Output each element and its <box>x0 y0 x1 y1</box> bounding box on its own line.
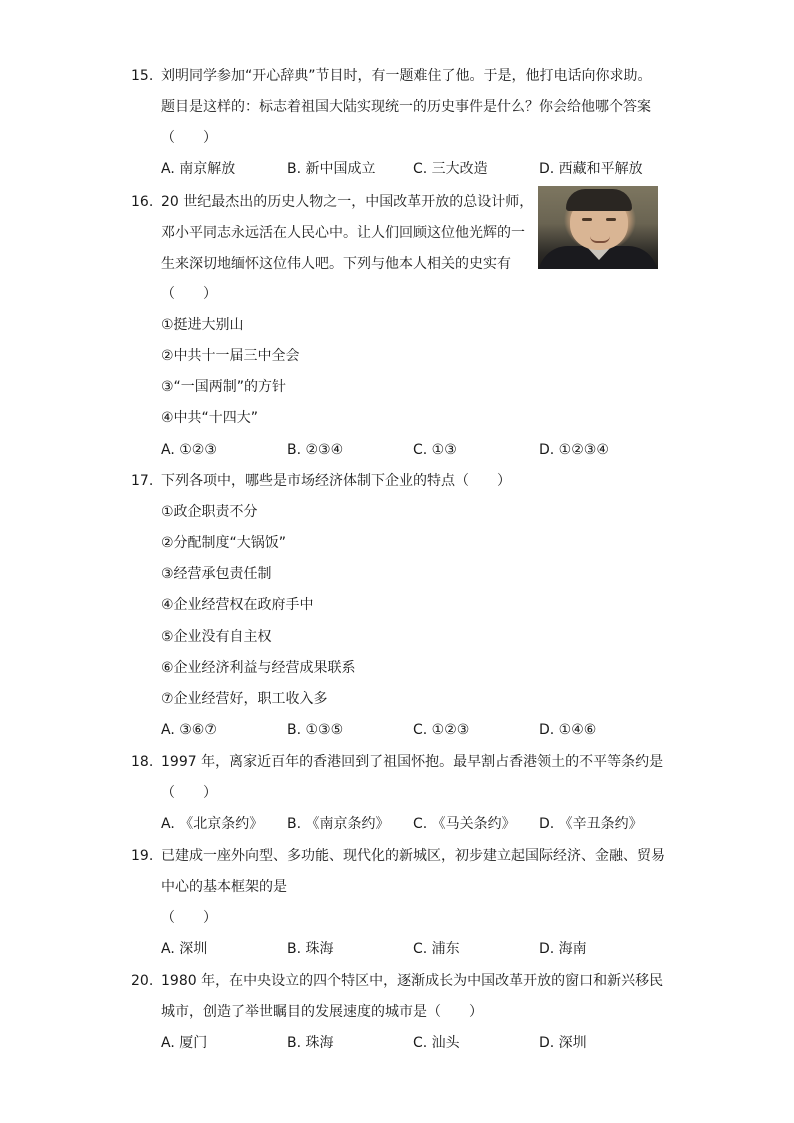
question-stem-line: 城市，创造了举世瞩目的发展速度的城市是（ ） <box>161 1004 483 1020</box>
option-c: C. 汕头 <box>413 1035 460 1051</box>
option-b: B. 新中国成立 <box>287 161 376 177</box>
question-stem-line: 1980 年，在中央设立的四个特区中，逐渐成长为中国改革开放的窗口和新兴移民 <box>161 973 664 989</box>
statement-item: ⑤企业没有自主权 <box>161 629 272 645</box>
statement-item: ②中共十一届三中全会 <box>161 348 300 364</box>
portrait-photo <box>538 186 658 269</box>
statement-item: ④中共“十四大” <box>161 410 259 426</box>
question-stem-line: 1997 年，离家近百年的香港回到了祖国怀抱。最早割占香港领土的不平等条约是 <box>161 754 664 770</box>
option-b: B. 珠海 <box>287 941 334 957</box>
option-d: D. ①②③④ <box>539 442 609 458</box>
statement-item: ②分配制度“大锅饭” <box>161 535 287 551</box>
option-c: C. ①②③ <box>413 722 470 738</box>
question-number: 15. <box>131 68 154 84</box>
question-stem-line: 题目是这样的：标志着祖国大陆实现统一的历史事件是什么？你会给他哪个答案 <box>161 99 651 115</box>
statement-item: ③“一国两制”的方针 <box>161 379 287 395</box>
question-number: 19. <box>131 848 154 864</box>
statement-item: ①政企职责不分 <box>161 504 258 520</box>
option-d: D. 海南 <box>539 941 587 957</box>
option-d: D. 《辛丑条约》 <box>539 816 643 832</box>
option-a: A. 深圳 <box>161 941 208 957</box>
option-c: C. 《马关条约》 <box>413 816 516 832</box>
option-b: B. ①③⑤ <box>287 722 344 738</box>
statement-item: ⑥企业经济利益与经营成果联系 <box>161 660 356 676</box>
answer-blank: （ ） <box>161 910 217 926</box>
question-number: 16. <box>131 194 154 210</box>
option-d: D. 深圳 <box>539 1035 587 1051</box>
option-c: C. ①③ <box>413 442 457 458</box>
option-a: A. 厦门 <box>161 1035 208 1051</box>
option-a: A. ③⑥⑦ <box>161 722 217 738</box>
question-stem-line: 已建成一座外向型、多功能、现代化的新城区，初步建立起国际经济、金融、贸易 <box>161 848 665 864</box>
option-a: A. 南京解放 <box>161 161 236 177</box>
answer-blank: （ ） <box>161 785 217 801</box>
answer-blank: （ ） <box>161 286 217 302</box>
question-stem-line: 20 世纪最杰出的历史人物之一，中国改革开放的总设计师， <box>161 194 534 210</box>
option-c: C. 三大改造 <box>413 161 488 177</box>
question-stem-line: 生来深切地缅怀这位伟人吧。下列与他本人相关的史实有 <box>161 256 511 272</box>
question-number: 17. <box>131 473 154 489</box>
statement-item: ⑦企业经营好，职工收入多 <box>161 691 328 707</box>
option-a: A. ①②③ <box>161 442 217 458</box>
question-number: 20. <box>131 973 154 989</box>
option-d: D. 西藏和平解放 <box>539 161 643 177</box>
option-b: B. 《南京条约》 <box>287 816 390 832</box>
statement-item: ③经营承包责任制 <box>161 566 272 582</box>
option-d: D. ①④⑥ <box>539 722 597 738</box>
option-a: A. 《北京条约》 <box>161 816 264 832</box>
option-c: C. 浦东 <box>413 941 460 957</box>
question-stem-line: 刘明同学参加“开心辞典”节目时，有一题难住了他。于是，他打电话向你求助。 <box>161 68 652 84</box>
answer-blank: （ ） <box>161 130 217 146</box>
option-b: B. ②③④ <box>287 442 344 458</box>
question-stem-line: 下列各项中，哪些是市场经济体制下企业的特点（ ） <box>161 473 511 489</box>
statement-item: ①挺进大别山 <box>161 317 244 333</box>
question-number: 18. <box>131 754 154 770</box>
option-b: B. 珠海 <box>287 1035 334 1051</box>
statement-item: ④企业经营权在政府手中 <box>161 597 314 613</box>
question-stem-line: 中心的基本框架的是 <box>161 879 287 895</box>
question-stem-line: 邓小平同志永远活在人民心中。让人们回顾这位他光辉的一 <box>161 225 525 241</box>
